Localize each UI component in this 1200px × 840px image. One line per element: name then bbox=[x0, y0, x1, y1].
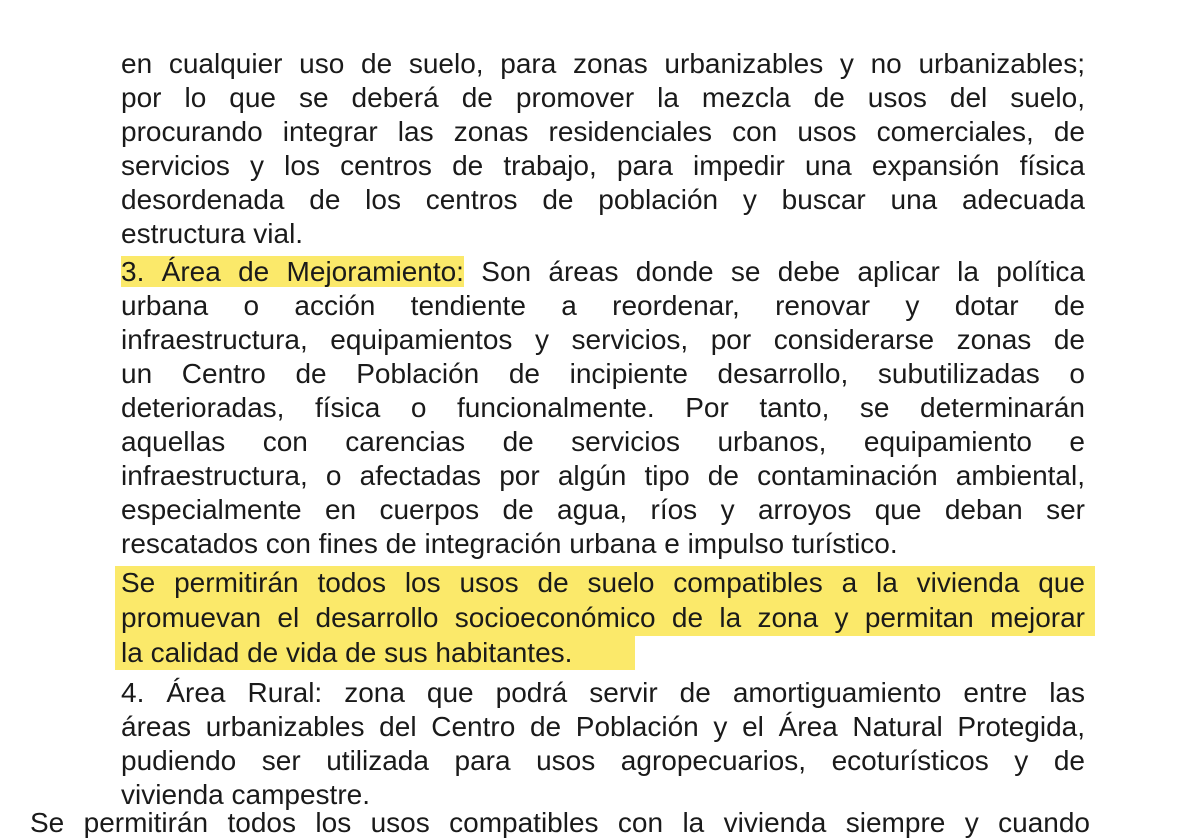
paragraph-1-line-5: desordenada de los centros de población y buscar una adecuada bbox=[121, 184, 1085, 215]
paragraph-2-line-3: infraestructura, equipamientos y servicios, por considerarse zonas de bbox=[121, 324, 1085, 355]
paragraph-2-line-5: deterioradas, física o funcionalmente. Por tanto, se determinarán bbox=[121, 392, 1085, 423]
paragraph-2-line-1 bbox=[121, 255, 1085, 289]
paragraph-4-line-4: vivienda campestre. bbox=[121, 779, 371, 810]
heading-rest: Son áreas donde se debe aplicar la política bbox=[463, 256, 1085, 287]
paragraph-2-line-7: infraestructura, o afectadas por algún tipo de contaminación ambiental, bbox=[121, 460, 1085, 491]
paragraph-5-partial-line: Se permitirán todos los usos compatibles con la vivienda siempre y cuando bbox=[30, 807, 1090, 838]
paragraph-1-line-6: estructura vial. bbox=[121, 218, 304, 249]
highlighted-heading: 3. Área de Mejoramiento: bbox=[121, 256, 464, 287]
paragraph-2-line-9: rescatados con fines de integración urbana e impulso turístico. bbox=[121, 528, 898, 559]
paragraph-3-line-1: Se permitirán todos los usos de suelo compatibles a la vivienda que bbox=[121, 567, 1085, 598]
paragraph-1-line-1: en cualquier uso de suelo, para zonas urbanizables y no urbanizables; bbox=[121, 48, 1085, 79]
paragraph-3-line-2: promuevan el desarrollo socioeconómico de la zona y permitan mejorar bbox=[121, 602, 1085, 633]
paragraph-1-line-2: por lo que se deberá de promover la mezcla de usos del suelo, bbox=[121, 82, 1085, 113]
paragraph-4-line-1: 4. Área Rural: zona que podrá servir de amortiguamiento entre las bbox=[121, 677, 1085, 708]
paragraph-2-line-6: aquellas con carencias de servicios urbanos, equipamiento e bbox=[121, 426, 1085, 457]
paragraph-4-line-3: pudiendo ser utilizada para usos agropecuarios, ecoturísticos y de bbox=[121, 745, 1085, 776]
paragraph-1-line-4: servicios y los centros de trabajo, para impedir una expansión física bbox=[121, 150, 1085, 181]
paragraph-3-line-3: la calidad de vida de sus habitantes. bbox=[121, 637, 573, 668]
paragraph-2-line-2: urbana o acción tendiente a reordenar, renovar y dotar de bbox=[121, 290, 1085, 321]
paragraph-2-line-8: especialmente en cuerpos de agua, ríos y arroyos que deban ser bbox=[121, 494, 1085, 525]
paragraph-1-line-3: procurando integrar las zonas residenciales con usos comerciales, de bbox=[121, 116, 1085, 147]
paragraph-4-line-2: áreas urbanizables del Centro de Población y el Área Natural Protegida, bbox=[121, 711, 1085, 742]
paragraph-2-line-4: un Centro de Población de incipiente desarrollo, subutilizadas o bbox=[121, 358, 1085, 389]
